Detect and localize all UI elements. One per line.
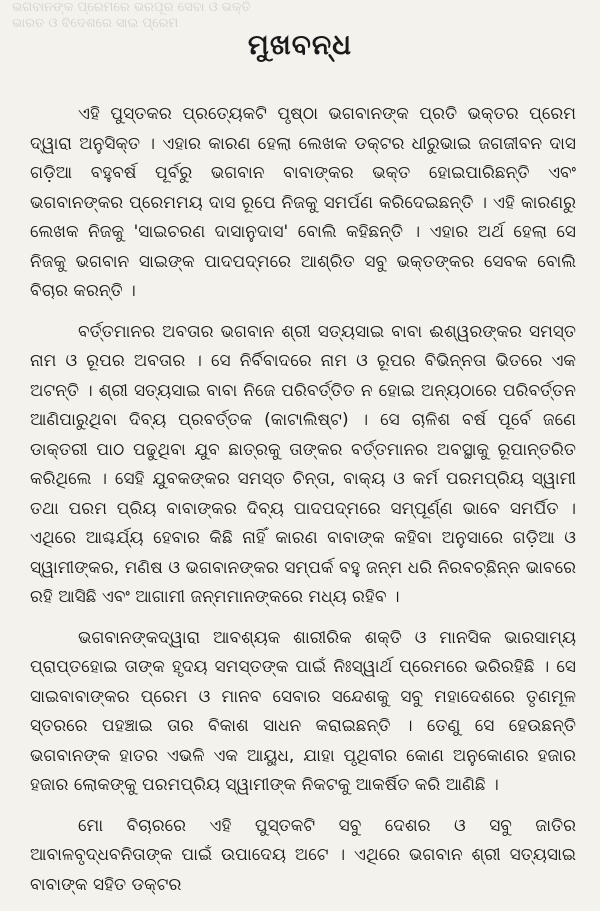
paragraph: ଏହି ପୁସ୍ତକର ପ୍ରତ୍ୟେକଟି ପୃଷ୍ଠା ଭଗବାନଙ୍କ ପ୍ରତି ଭକ୍ତର ପ୍ରେମ ଦ୍ୱାରା ଅନୁସିକ୍ତ । ଏହାର କାରଣ ହେଲା ଲେଖକ ଡକ୍ଟର ଧୀରୁଭାଇ ଜଗଜୀବନ ଦାସ ଗଡ଼ିଆ ବହୁବର୍ଷ ପୂର୍ବରୁ ଭଗବାନ ବାବାଙ୍କର ଭକ୍ତ ହୋଇପାରିଛନ୍ତି ଏବଂ ଭଗବାନଙ୍କର ପ୍ରେମମୟ ଦାସ ରୂପେ ନିଜକୁ ସମର୍ପଣ କରିଦେଇଛନ୍ତି । ଏହି କାରଣରୁ ଲେଖକ ନିଜକୁ 'ସାଇଚରଣ ଦାସାନୁଦାସ' ବୋଲି କହିଛନ୍ତି । ଏହାର ଅର୍ଥ ହେଲା ସେ ନିଜକୁ ଭଗବାନ ସାଇଙ୍କ ପାଦପଦ୍ମରେ ଆଶ୍ରିତ ସବୁ ଭକ୍ତଙ୍କର ସେବକ ବୋଲି ବିଚାର କରନ୍ତି ।	[30, 104, 576, 301]
bleed-line: ଭଗବାନଙ୍କ ପ୍ରେମରେ ଭରପୂର ସେବା ଓ ଭକ୍ତି	[12, 0, 251, 15]
page-title: ମୁଖବନ୍ଧ	[247, 28, 353, 61]
bleed-line: ଭାରତ ଓ ବିଦେଶରେ ସାଇ ପ୍ରେମ	[12, 16, 179, 31]
paragraph: ଭଗବାନଙ୍କଦ୍ୱାରା ଆବଶ୍ୟକ ଶାରୀରିକ ଶକ୍ତି ଓ ମାନସିକ ଭାରସାମ୍ୟ ପ୍ରାପ୍ତହୋଇ ତାଙ୍କ ହୃଦୟ ସମସ୍ତଙ୍କ ପାଇଁ ନିଃସ୍ୱାର୍ଥ ପ୍ରେମରେ ଭରିରହିଛି । ସେ ସାଇବାବାଙ୍କର ପ୍ରେମ ଓ ମାନବ ସେବାର ସନ୍ଦେଶକୁ ସବୁ ମହାଦେଶରେ ତୃଣମୂଳ ସ୍ତରରେ ପହଞ୍ଚାଇ ତାର ବିକାଶ ସାଧନ କରାଇଛନ୍ତି । ତେଣୁ ସେ ହେଉଛନ୍ତି ଭଗବାନଙ୍କ ହାତର ଏଭଳି ଏକ ଆୟୁଧ, ଯାହା ପୃଥିବୀର କୋଣ ଅନୁକୋଣର ହଜାର ହଜାର ଲୋକଙ୍କୁ ପରମପ୍ରିୟ ସ୍ୱାମୀଙ୍କ ନିକଟକୁ ଆକର୍ଷିତ କରି ଆଣିଛି ।	[30, 627, 576, 795]
paragraph: ମୋ ବିଚାରରେ ଏହି ପୁସ୍ତକଟି ସବୁ ଦେଶର ଓ ସବୁ ଜାତିର ଆବାଳବୃଦ୍ଧବନିତାଙ୍କ ପାଇଁ ଉପାଦେୟ ଅଟେ । ଏଥିରେ ଭଗବାନ ଶ୍ରୀ ସତ୍ୟସାଇ ବାବାଙ୍କ ସହିତ ଡକ୍ଟର	[30, 815, 576, 895]
paragraph: ବର୍ତ୍ତମାନର ଅବତାର ଭଗବାନ ଶ୍ରୀ ସତ୍ୟସାଇ ବାବା ଈଶ୍ୱରଙ୍କର ସମସ୍ତ ନାମ ଓ ରୂପର ଅବତାର । ସେ ନିର୍ବିବାଦରେ ନାମ ଓ ରୂପର ବିଭିନ୍ନତା ଭିତରେ ଏକ ଅଟନ୍ତି । ଶ୍ରୀ ସତ୍ୟସାଇ ବାବା ନିଜେ ପରିବର୍ତ୍ତିତ ନ ହୋଇ ଅନ୍ୟଠାରେ ପରିବର୍ତ୍ତନ ଆଣିପାରୁଥିବା ଦିବ୍ୟ ପ୍ରବର୍ତ୍ତକ (କାଟାଲିଷ୍ଟ) । ସେ ଚାଳିଶ ବର୍ଷ ପୂର୍ବେ ଜଣେ ଡାକ୍ତରୀ ପାଠ ପଢୁଥିବା ଯୁବ ଛାତ୍ରକୁ ତାଙ୍କର ବର୍ତ୍ତମାନର ଅବସ୍ଥାକୁ ରୂପାନ୍ତରିତ କରିଥିଲେ । ସେହି ଯୁବକଙ୍କର ସମସ୍ତ ଚିନ୍ତା, ବାକ୍ୟ ଓ କର୍ମ ପରମପ୍ରିୟ ସ୍ୱାମୀ ତଥା ପରମ ପ୍ରିୟ ବାବାଙ୍କର ଦିବ୍ୟ ପାଦପଦ୍ମରେ ସମ୍ପୂର୍ଣ୍ଣ ଭାବେ ସମର୍ପିତ । ଏଥିରେ ଆଶ୍ଚର୍ଯ୍ୟ ହେବାର କିଛି ନାହିଁ କାରଣ ବାବାଙ୍କ କହିବା ଅନୁସାରେ ଗଡ଼ିଆ ଓ ସ୍ୱାମୀଙ୍କର, ମଣିଷ ଓ ଭଗବାନଙ୍କର ସମ୍ପର୍କ ବହୁ ଜନ୍ମ ଧରି ନିରବଚ୍ଛିନ୍ନ ଭାବରେ ରହି ଆସିଛି ଏବଂ ଆଗାମୀ ଜନ୍ମମାନଙ୍କରେ ମଧ୍ୟ ରହିବ ।	[30, 321, 576, 607]
document-body	[30, 100, 576, 911]
